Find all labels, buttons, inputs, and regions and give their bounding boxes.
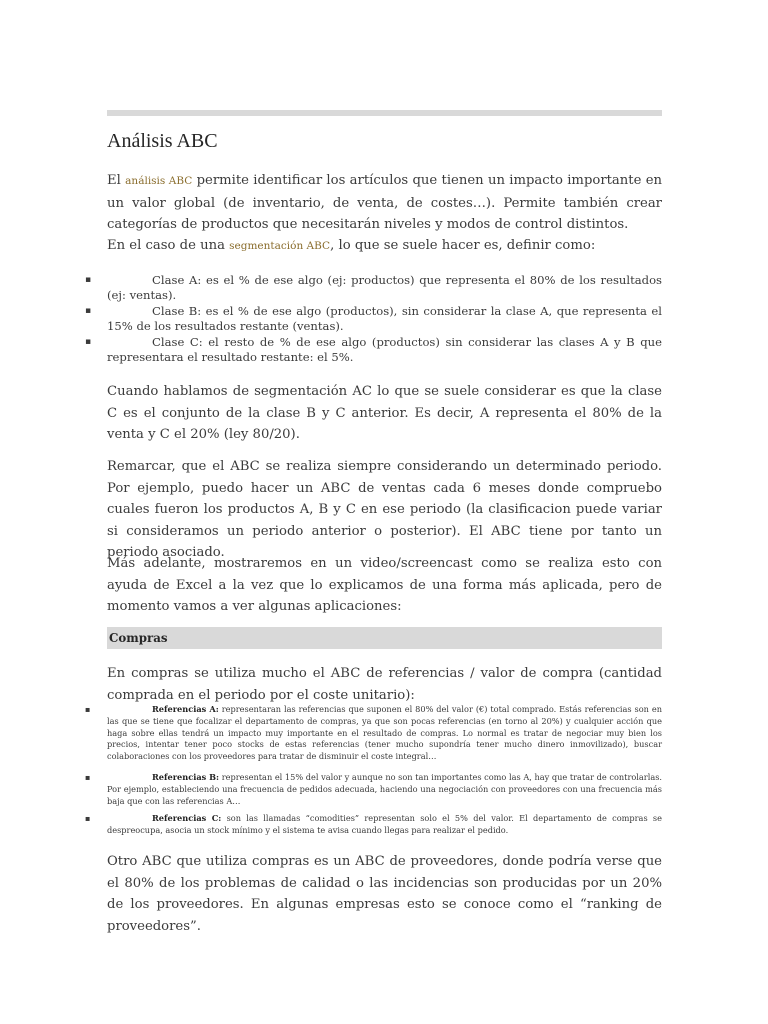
remarcar-paragraph: Remarcar, que el ABC se realiza siempre considerando un determinado periodo. Por ejemplo, puedo hacer un ABC de ventas cada 6 meses donde compruebo cuales fueron los productos A, B y C en ese periodo (la clasificacion puede variar si consideramos un periodo anterior o posterior). El ABC tiene por tanto un periodo asociado. — [107, 459, 662, 560]
class-c-text: Clase C: el resto de % de ese algo (productos) sin considerar las clases A y B que representara el resultado restante: el 5%. — [107, 335, 662, 364]
list-item — [85, 304, 662, 335]
list-item — [85, 273, 662, 304]
intro-text-start: El — [107, 173, 126, 188]
proveedores-paragraph: Otro ABC que utiliza compras es un ABC de proveedores, donde podría verse que el 80% de los problemas de calidad o las incidencias son producidas por un 20% de los proveedores. En algunas empresas esto se conoce como el “ranking de proveedores”. — [107, 854, 662, 934]
adelante-paragraph: Más adelante, mostraremos en un video/screencast como se realiza esto con ayuda de Excel a la vez que lo explicamos de una forma más aplicada, pero de momento vamos a ver algunas aplicaciones: — [107, 556, 662, 614]
list-item — [85, 772, 663, 813]
ref-c-text: son las llamadas “comodities” representan solo el 5% del valor. El departamento de compras se despreocupa, asocia un stock mínimo y el sistema te avisa cuando llegas para realizar el pedido. — [107, 813, 662, 835]
class-b-text: Clase B: es el % de ese algo (productos), sin considerar la clase A, que representa el 15% de los resultados restante (ventas). — [107, 304, 662, 333]
intro-text-end: permite identificar los artículos que tienen un impacto importante en un valor global (de inventario, de venta, de costes…). Permite también crear categorías de productos que necesitarán niveles y modos de control distintos. — [107, 173, 662, 232]
analisis-abc-link[interactable]: análisis ABC — [125, 175, 193, 187]
bullet-icon: ▪ — [85, 705, 91, 714]
intro-paragraph — [107, 170, 662, 236]
bullet-icon: ▪ — [85, 306, 92, 316]
segmentacion-paragraph: Cuando hablamos de segmentación AC lo que se suele considerar es que la clase C es el conjunto de la clase B y C anterior. Es decir, A representa el 80% de la venta y C el 20% (ley 80/20). — [107, 384, 662, 442]
class-a-text: Clase A: es el % de ese algo (ej: productos) que representa el 80% de los resultados (ej: ventas). — [107, 273, 662, 302]
compras-intro-paragraph: En compras se utiliza mucho el ABC de referencias / valor de compra (cantidad comprada en el periodo por el coste unitario): — [107, 666, 662, 703]
class-list — [85, 273, 662, 364]
bullet-icon: ▪ — [85, 773, 91, 782]
segmentacion-text-end: , lo que se suele hacer es, definir como: — [330, 238, 596, 253]
references-list — [85, 704, 663, 837]
top-divider — [107, 110, 662, 116]
ref-b-text: representan el 15% del valor y aunque no son tan importantes como las A, hay que tratar de controlarlas. Por ejemplo, estableciendo una frecuencia de pedidos adecuada, haciendo una negociación con proveedores con una frecuencia más baja que con las referencias A… — [107, 772, 663, 806]
ref-b-label: Referencias B: — [152, 772, 220, 782]
segmentacion-text-start: En el caso de una — [107, 238, 230, 253]
compras-section-header — [107, 627, 662, 649]
list-item — [85, 335, 662, 364]
ref-a-label: Referencias A: — [152, 704, 219, 714]
list-item — [85, 813, 662, 837]
page-title: Análisis ABC — [107, 130, 218, 152]
bullet-icon: ▪ — [85, 275, 92, 285]
segmentacion-abc-link[interactable]: segmentación ABC — [229, 240, 331, 252]
ref-c-label: Referencias C: — [152, 813, 222, 823]
segmentacion-intro-paragraph — [107, 235, 662, 258]
bullet-icon: ▪ — [85, 337, 92, 347]
bullet-icon: ▪ — [85, 814, 91, 823]
ref-a-text: representaran las referencias que suponen el 80% del valor (€) total comprado. Estás referencias son en las que se tiene que focalizar el departamento de compras, ya que son pocas referencias (en torno al 20%) y cualquier acción que haga sobre ellas tendrá un impacto muy importante en el resultado de compras. Lo normal es tratar de negociar muy bien los precios, intentar tener poco stocks de estas referencias (tener mucho supondría tener mucho dinero inmovilizado), buscar colaboraciones con los proveedores para tratar de disminuir el coste integral… — [107, 704, 662, 762]
compras-heading: Compras — [109, 631, 168, 645]
list-item — [85, 704, 662, 772]
